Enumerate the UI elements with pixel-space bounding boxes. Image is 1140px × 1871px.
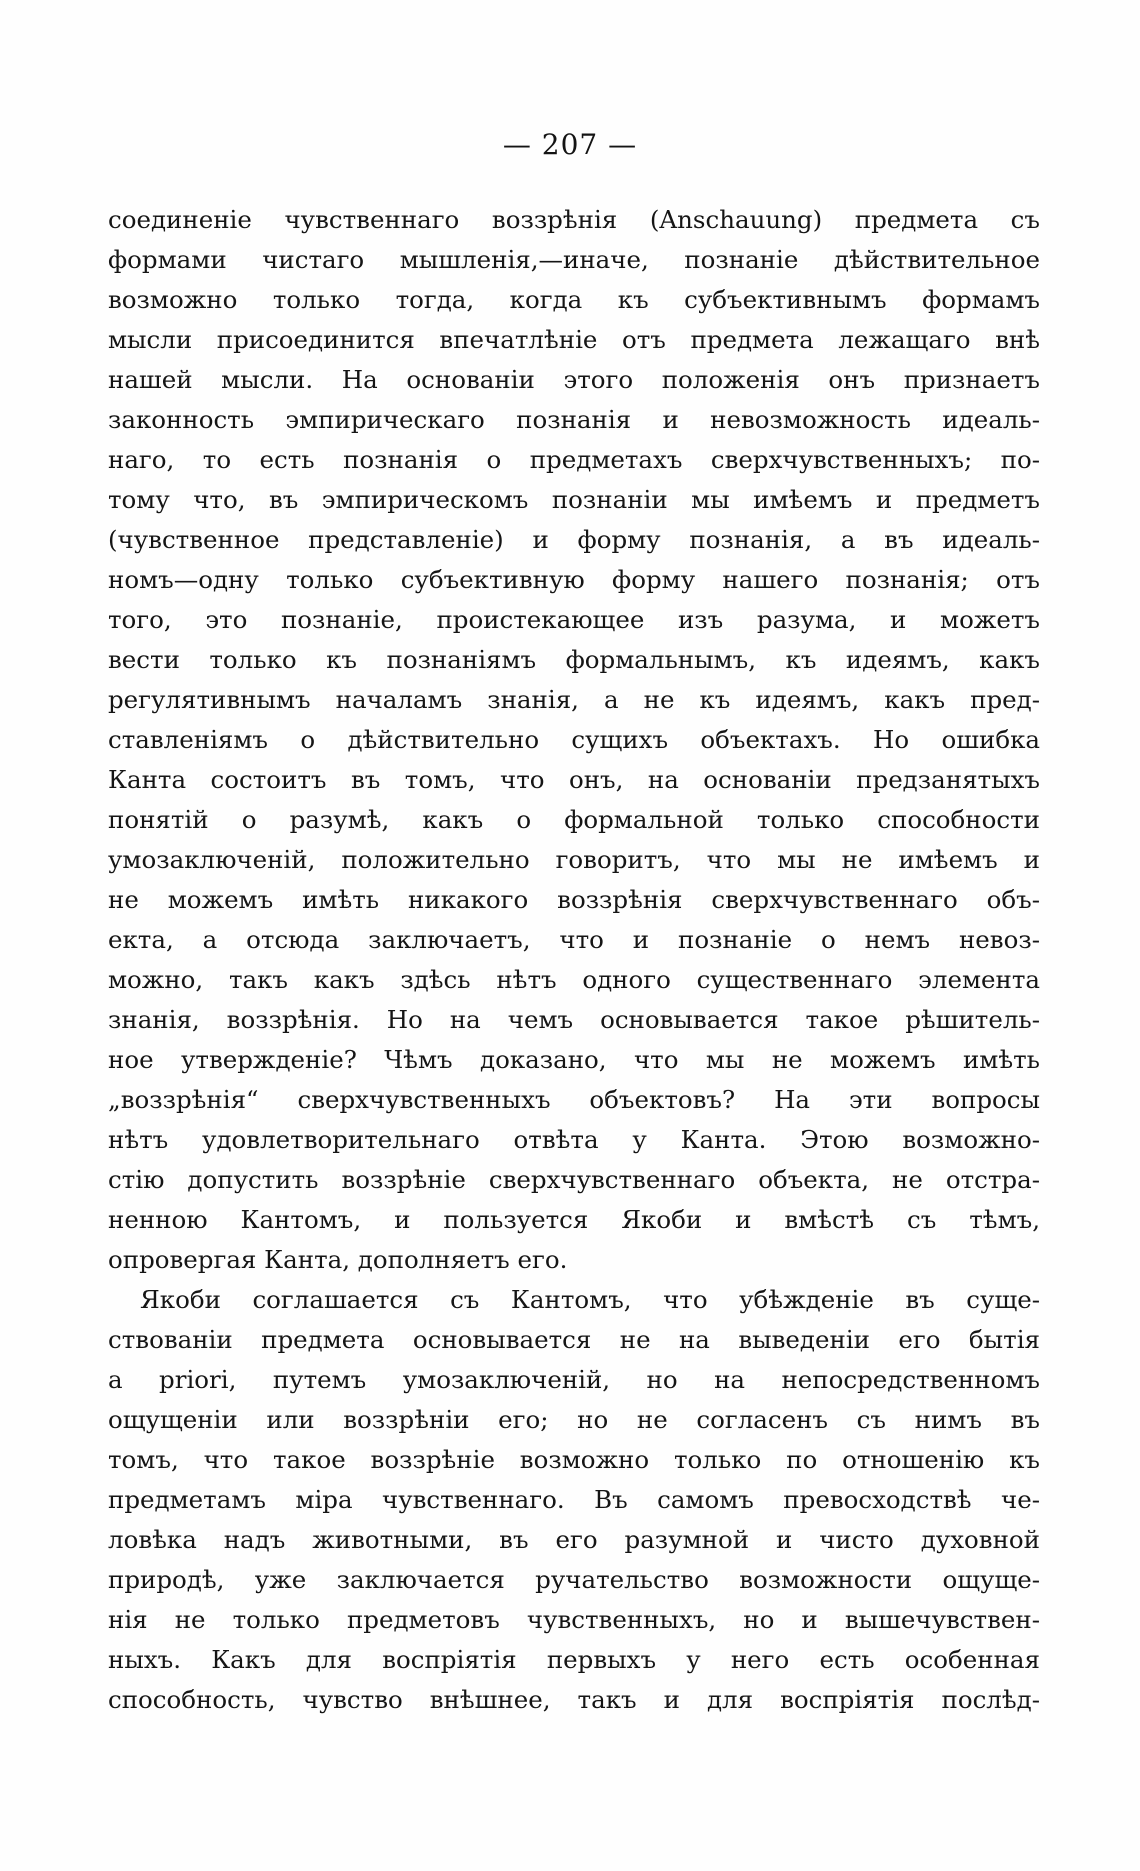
text-line: того, это познаніе, проистекающее изъ разума, и можетъ: [108, 605, 1040, 634]
paragraph-1: [108, 200, 1040, 1280]
text-line: нѣтъ удовлетворительнаго отвѣта у Канта. Этою возможно-: [108, 1125, 1040, 1154]
text-line: наго, то есть познанія о предметахъ сверхчувственныхъ; по-: [108, 445, 1040, 474]
text-line: способность, чувство внѣшнее, такъ и для воспріятія послѣд-: [108, 1685, 1040, 1714]
text-line: мысли присоединится впечатлѣніе отъ предмета лежащаго внѣ: [108, 325, 1040, 354]
text-line: тому что, въ эмпирическомъ познаніи мы имѣемъ и предметъ: [108, 485, 1040, 514]
text-line: Канта состоитъ въ томъ, что онъ, на основаніи предзанятыхъ: [108, 765, 1040, 794]
text-line: не можемъ имѣть никакого воззрѣнія сверхчувственнаго объ-: [108, 885, 1040, 914]
text-line: a priori, путемъ умозаключеній, но на непосредственномъ: [108, 1365, 1040, 1394]
text-line: опровергая Канта, дополняетъ его.: [108, 1245, 568, 1274]
text-line: номъ—одну только субъективную форму нашего познанія; отъ: [108, 565, 1040, 594]
text-line: ощущеніи или воззрѣніи его; но не согласенъ съ нимъ въ: [108, 1405, 1040, 1434]
text-line: возможно только тогда, когда къ субъективнымъ формамъ: [108, 285, 1040, 314]
paragraph-2: [108, 1280, 1040, 1720]
text-line: ставленіямъ о дѣйствительно сущихъ объектахъ. Но ошибка: [108, 725, 1040, 754]
text-line: томъ, что такое воззрѣніе возможно только по отношенію къ: [108, 1445, 1040, 1474]
text-line: предметамъ міра чувственнаго. Въ самомъ превосходствѣ че-: [108, 1485, 1040, 1514]
text-line: Якоби соглашается съ Кантомъ, что убѣжденіе въ суще-: [140, 1285, 1040, 1314]
text-line: понятій о разумѣ, какъ о формальной только способности: [108, 805, 1040, 834]
text-line: стію допустить воззрѣніе сверхчувственнаго объекта, не отстра-: [108, 1165, 1040, 1194]
text-line: нашей мысли. На основаніи этого положенія онъ признаетъ: [108, 365, 1040, 394]
text-line: соединеніе чувственнаго воззрѣнія (Anschauung) предмета съ: [108, 205, 1040, 234]
text-line: (чувственное представленіе) и форму познанія, а въ идеаль-: [108, 525, 1040, 554]
text-line: ненною Кантомъ, и пользуется Якоби и вмѣстѣ съ тѣмъ,: [108, 1205, 1040, 1234]
text-line: „воззрѣнія“ сверхчувственныхъ объектовъ? На эти вопросы: [108, 1085, 1040, 1114]
text-line: можно, такъ какъ здѣсь нѣтъ одного существеннаго элемента: [108, 965, 1040, 994]
body-text: [108, 200, 1040, 1720]
text-line: екта, а отсюда заключаетъ, что и познаніе о немъ невоз-: [108, 925, 1040, 954]
text-line: ныхъ. Какъ для воспріятія первыхъ у него есть особенная: [108, 1645, 1040, 1674]
text-line: регулятивнымъ началамъ знанія, а не къ идеямъ, какъ пред-: [108, 685, 1040, 714]
text-line: знанія, воззрѣнія. Но на чемъ основывается такое рѣшитель-: [108, 1005, 1040, 1034]
text-line: ловѣка надъ животными, въ его разумной и чисто духовной: [108, 1525, 1040, 1554]
text-line: нія не только предметовъ чувственныхъ, но и вышечувствен-: [108, 1605, 1040, 1634]
text-line: формами чистаго мышленія,—иначе, познаніе дѣйствительное: [108, 245, 1040, 274]
text-line: умозаключеній, положительно говоритъ, что мы не имѣемъ и: [108, 845, 1040, 874]
text-line: вести только къ познаніямъ формальнымъ, къ идеямъ, какъ: [108, 645, 1040, 674]
page-number: — 207 —: [502, 128, 638, 161]
text-line: ствованіи предмета основывается не на выведеніи его бытія: [108, 1325, 1040, 1354]
text-line: природѣ, уже заключается ручательство возможности ощуще-: [108, 1565, 1040, 1594]
text-line: ное утвержденіе? Чѣмъ доказано, что мы не можемъ имѣть: [108, 1045, 1040, 1074]
text-line: законность эмпирическаго познанія и невозможность идеаль-: [108, 405, 1040, 434]
